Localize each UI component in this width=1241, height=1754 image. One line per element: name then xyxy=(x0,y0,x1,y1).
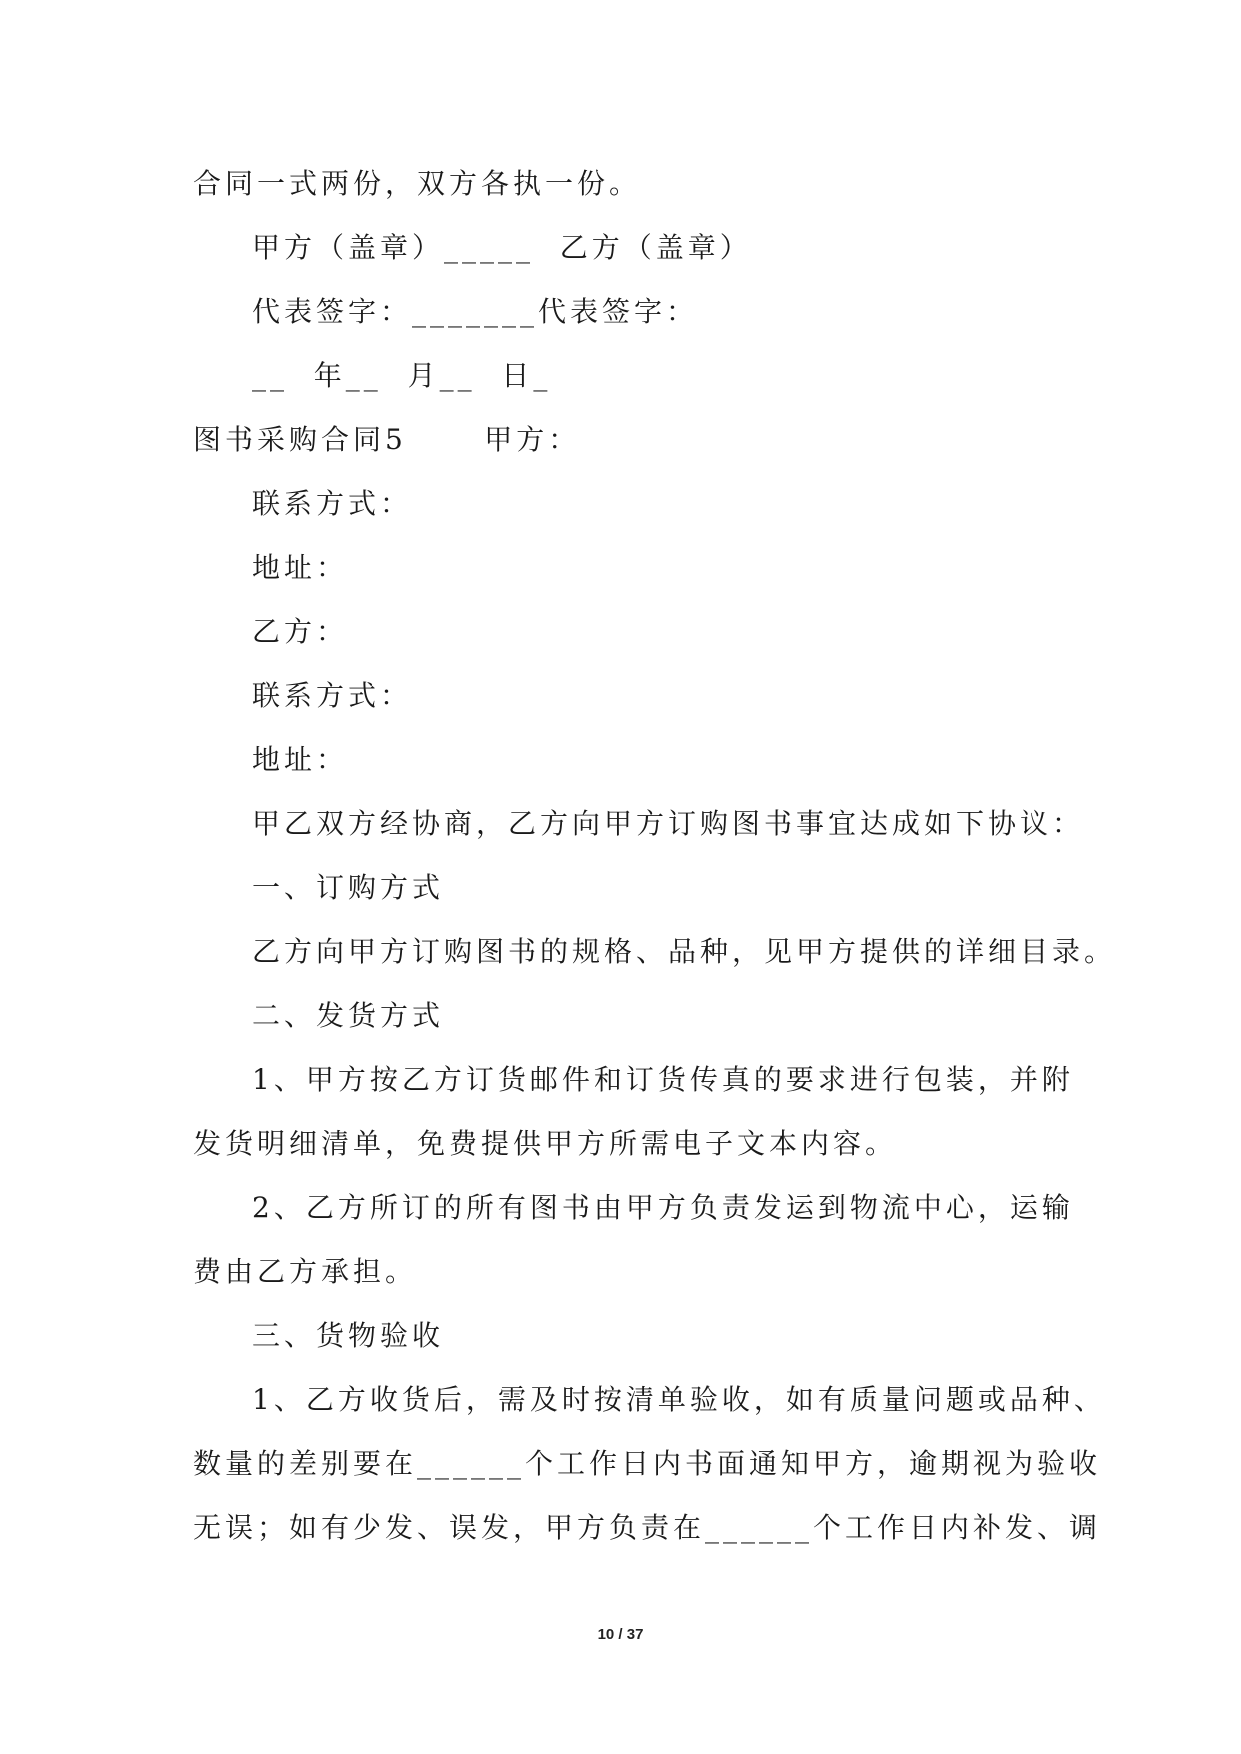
section-heading: 一、订购方式 xyxy=(252,871,445,904)
page-number: 10 / 37 xyxy=(597,1626,644,1643)
text-line: 乙方： xyxy=(252,615,349,648)
text-line: 地址： xyxy=(252,743,349,776)
text-line: 费由乙方承担。 xyxy=(193,1255,418,1288)
text-line: 发货明细清单，免费提供甲方所需电子文本内容。 xyxy=(193,1127,898,1160)
section-heading: 二、发货方式 xyxy=(252,999,445,1032)
text-line: 甲方（盖章）_____ 乙方（盖章） xyxy=(252,231,752,264)
text-line: 2、乙方所订的所有图书由甲方负责发运到物流中心，运输 xyxy=(252,1191,1074,1224)
text-line: 无误；如有少发、误发，甲方负责在______个工作日内补发、调 xyxy=(193,1511,1102,1544)
text-line: 联系方式： xyxy=(252,487,413,520)
text-line: 代表签字：_______代表签字： xyxy=(252,295,699,328)
section-heading: 三、货物验收 xyxy=(252,1319,445,1352)
text-line: 图书采购合同5 甲方： xyxy=(193,423,581,456)
text-line: 1、乙方收货后，需及时按清单验收，如有质量问题或品种、 xyxy=(252,1383,1106,1416)
text-line: 1、甲方按乙方订货邮件和订货传真的要求进行包装，并附 xyxy=(252,1063,1074,1096)
text-line: 联系方式： xyxy=(252,679,413,712)
text-line: 合同一式两份，双方各执一份。 xyxy=(193,167,642,200)
text-line: 数量的差别要在______个工作日内书面通知甲方，逾期视为验收 xyxy=(193,1447,1102,1480)
text-line: 甲乙双方经协商，乙方向甲方订购图书事宜达成如下协议： xyxy=(252,807,1085,840)
text-line: 地址： xyxy=(252,551,349,584)
text-line: __ 年__ 月__ 日_ xyxy=(252,359,552,392)
text-line: 乙方向甲方订购图书的规格、品种，见甲方提供的详细目录。 xyxy=(252,935,1117,968)
